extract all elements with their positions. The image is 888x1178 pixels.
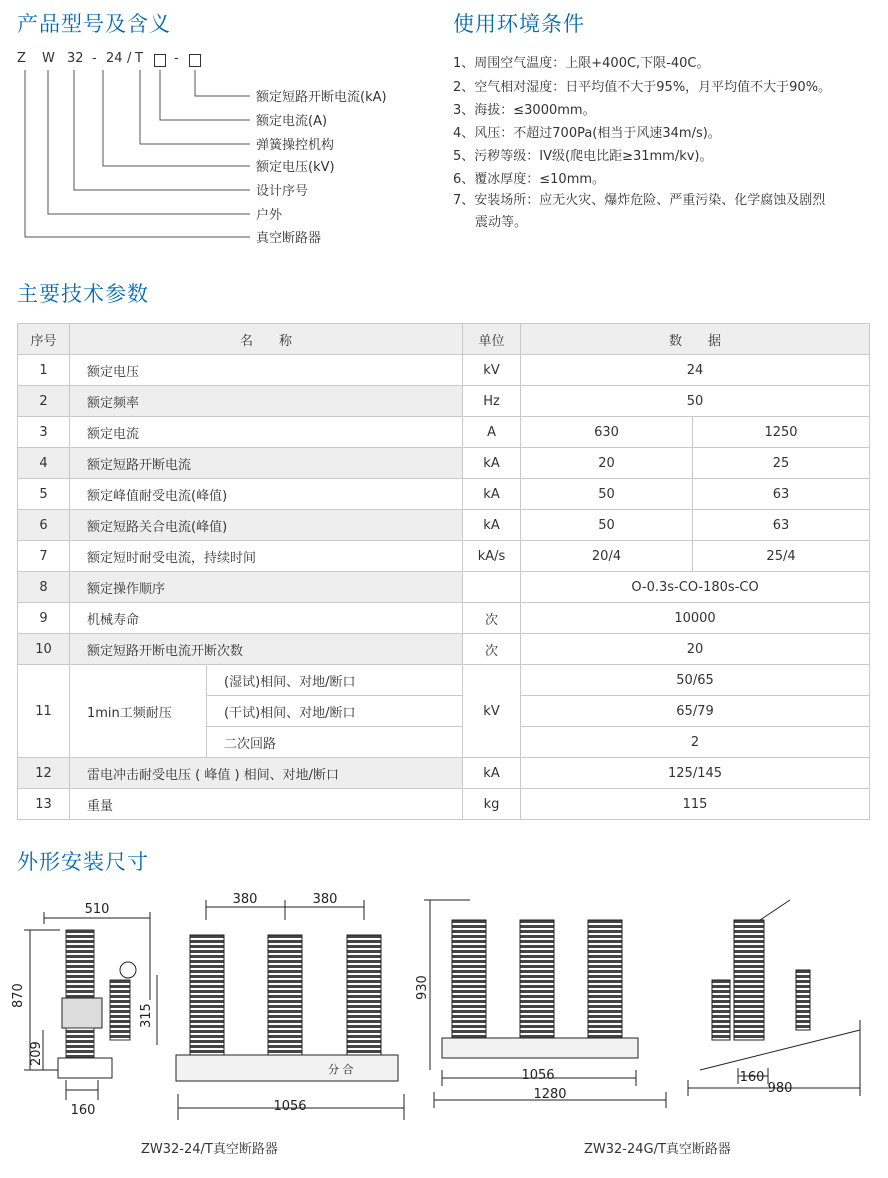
env-title: 使用环境条件 [453, 12, 585, 36]
header-data: 数 据 [521, 324, 870, 355]
row-no: 7 [18, 541, 70, 572]
row-name: 机械寿命 [70, 603, 463, 634]
row-subname: (干试)相间、对地/断口 [207, 696, 463, 727]
row-value: 2 [521, 727, 870, 758]
row-value: 115 [521, 789, 870, 820]
dim-d1-base: 160 [70, 1103, 96, 1118]
table-row [18, 603, 870, 634]
dim-title: 外形安装尺寸 [17, 850, 149, 874]
row-name: 额定短路开断电流开断次数 [70, 634, 463, 665]
row-value-2: 25/4 [693, 541, 870, 572]
row-name: 额定频率 [70, 386, 463, 417]
meaning-outdoor: 户外 [256, 208, 283, 223]
row-unit: kA/s [463, 541, 521, 572]
row-value-2: 63 [693, 510, 870, 541]
row-unit: kg [463, 789, 521, 820]
row-no: 2 [18, 386, 70, 417]
row-name: 额定电流 [70, 417, 463, 448]
table-row [18, 572, 870, 603]
row-no: 1 [18, 355, 70, 386]
row-unit [463, 572, 521, 603]
code-t: T [135, 51, 143, 66]
meaning-breaking-current: 额定短路开断电流(kA) [256, 90, 387, 105]
dim-d2-width: 1056 [273, 1099, 307, 1114]
code-slash: / [127, 51, 132, 66]
row-unit: 次 [463, 603, 521, 634]
row-subname: 二次回路 [207, 727, 463, 758]
model-title: 产品型号及含义 [17, 12, 171, 36]
dim-d1-height3: 209 [29, 1041, 44, 1066]
row-value: 20 [521, 634, 870, 665]
env-item-7-cont: 震动等。 [475, 215, 528, 230]
env-item-1: 1、周围空气温度：上限+400C,下限-40C。 [453, 56, 710, 71]
table-row [18, 634, 870, 665]
row-no: 4 [18, 448, 70, 479]
row-name: 雷电冲击耐受电压 ( 峰值 ) 相间、对地/断口 [70, 758, 463, 789]
table-row [18, 510, 870, 541]
dim-d4-width: 980 [767, 1081, 793, 1096]
code-dash2: - [174, 51, 179, 66]
header-no: 序号 [18, 324, 70, 355]
row-value: 24 [521, 355, 870, 386]
meaning-rated-current: 额定电流(A) [256, 114, 328, 129]
row-no: 12 [18, 758, 70, 789]
dim-d4-base: 160 [739, 1070, 765, 1085]
row-name: 额定短路关合电流(峰值) [70, 510, 463, 541]
code-series: 32 [67, 51, 84, 66]
env-item-2: 2、空气相对湿度：日平均值不大于95%，月平均值不大于90%。 [453, 80, 832, 95]
dim-d3-height: 930 [415, 975, 430, 1000]
row-value: O-0.3s-CO-180s-CO [521, 572, 870, 603]
row-no: 13 [18, 789, 70, 820]
row-no: 3 [18, 417, 70, 448]
dim-d1-height: 870 [11, 983, 26, 1008]
code-voltage: 24 [106, 51, 123, 66]
dim-d3-width2: 1280 [533, 1087, 567, 1102]
table-row [18, 541, 870, 572]
row-name: 额定操作顺序 [70, 572, 463, 603]
row-value-1: 630 [521, 417, 693, 448]
dim-d2-plate: 分 合 [328, 1063, 354, 1076]
env-item-5: 5、污秽等级：IV级(爬电比距≥31mm/kv)。 [453, 149, 713, 164]
row-name: 额定电压 [70, 355, 463, 386]
row-unit: Hz [463, 386, 521, 417]
env-item-3: 3、海拔：≤3000mm。 [453, 103, 596, 118]
meaning-vacuum-breaker: 真空断路器 [256, 231, 322, 246]
row-subname: (湿试)相间、对地/断口 [207, 665, 463, 696]
table-row [18, 479, 870, 510]
row-name: 额定短路开断电流 [70, 448, 463, 479]
row-value-2: 63 [693, 479, 870, 510]
table-row [18, 789, 870, 820]
dimension-drawings [0, 880, 888, 1140]
row-unit: A [463, 417, 521, 448]
code-w: W [42, 51, 55, 66]
drawing-front-view [176, 900, 404, 1120]
code-dash: - [92, 51, 97, 66]
row-no: 11 [18, 665, 70, 758]
meaning-mechanism: 弹簧操控机构 [256, 138, 335, 153]
row-value: 65/79 [521, 696, 870, 727]
caption-right: ZW32-24G/T真空断路器 [584, 1142, 731, 1157]
row-value-2: 25 [693, 448, 870, 479]
row-unit: kA [463, 448, 521, 479]
row-value-2: 1250 [693, 417, 870, 448]
drawing-side-view [24, 912, 157, 1100]
row-no: 6 [18, 510, 70, 541]
row-name: 重量 [70, 789, 463, 820]
row-unit: kV [463, 355, 521, 386]
row-name: 额定峰值耐受电流(峰值) [70, 479, 463, 510]
table-row [18, 448, 870, 479]
row-no: 5 [18, 479, 70, 510]
dim-d3-width1: 1056 [521, 1068, 555, 1083]
row-value: 50 [521, 386, 870, 417]
table-row [18, 355, 870, 386]
header-name: 名 称 [70, 324, 463, 355]
row-unit: kA [463, 758, 521, 789]
row-name: 1min工频耐压 [70, 665, 207, 758]
row-no: 10 [18, 634, 70, 665]
row-no: 9 [18, 603, 70, 634]
env-item-4: 4、风压：不超过700Pa(相当于风速34m/s)。 [453, 126, 721, 141]
row-value: 10000 [521, 603, 870, 634]
table-row [18, 665, 870, 696]
code-z: Z [17, 51, 26, 66]
row-value: 125/145 [521, 758, 870, 789]
dim-d2-span1: 380 [232, 892, 258, 907]
spec-table [17, 323, 870, 820]
meaning-design-no: 设计序号 [256, 184, 309, 199]
row-unit: kA [463, 479, 521, 510]
dim-d1-height2: 315 [139, 1003, 154, 1028]
row-value: 50/65 [521, 665, 870, 696]
table-header [18, 324, 870, 355]
env-item-7: 7、安装场所：应无火灾、爆炸危险、严重污染、化学腐蚀及剧烈 [453, 193, 826, 208]
row-no: 8 [18, 572, 70, 603]
drawing-g-side-view [688, 900, 860, 1096]
spec-title: 主要技术参数 [17, 282, 149, 306]
row-unit: 次 [463, 634, 521, 665]
row-unit: kV [463, 665, 521, 758]
table-row [18, 758, 870, 789]
header-unit: 单位 [463, 324, 521, 355]
dim-d1-width: 510 [84, 902, 110, 917]
row-value-1: 20 [521, 448, 693, 479]
table-row [18, 417, 870, 448]
row-value-1: 50 [521, 479, 693, 510]
meaning-rated-voltage: 额定电压(kV) [256, 160, 335, 175]
caption-left: ZW32-24/T真空断路器 [141, 1142, 278, 1157]
row-value-1: 20/4 [521, 541, 693, 572]
dim-d2-span2: 380 [312, 892, 338, 907]
row-unit: kA [463, 510, 521, 541]
model-code-lines [0, 0, 450, 250]
env-item-6: 6、覆冰厚度：≤10mm。 [453, 172, 606, 187]
table-row [18, 386, 870, 417]
row-name: 额定短时耐受电流，持续时间 [70, 541, 463, 572]
row-value-1: 50 [521, 510, 693, 541]
